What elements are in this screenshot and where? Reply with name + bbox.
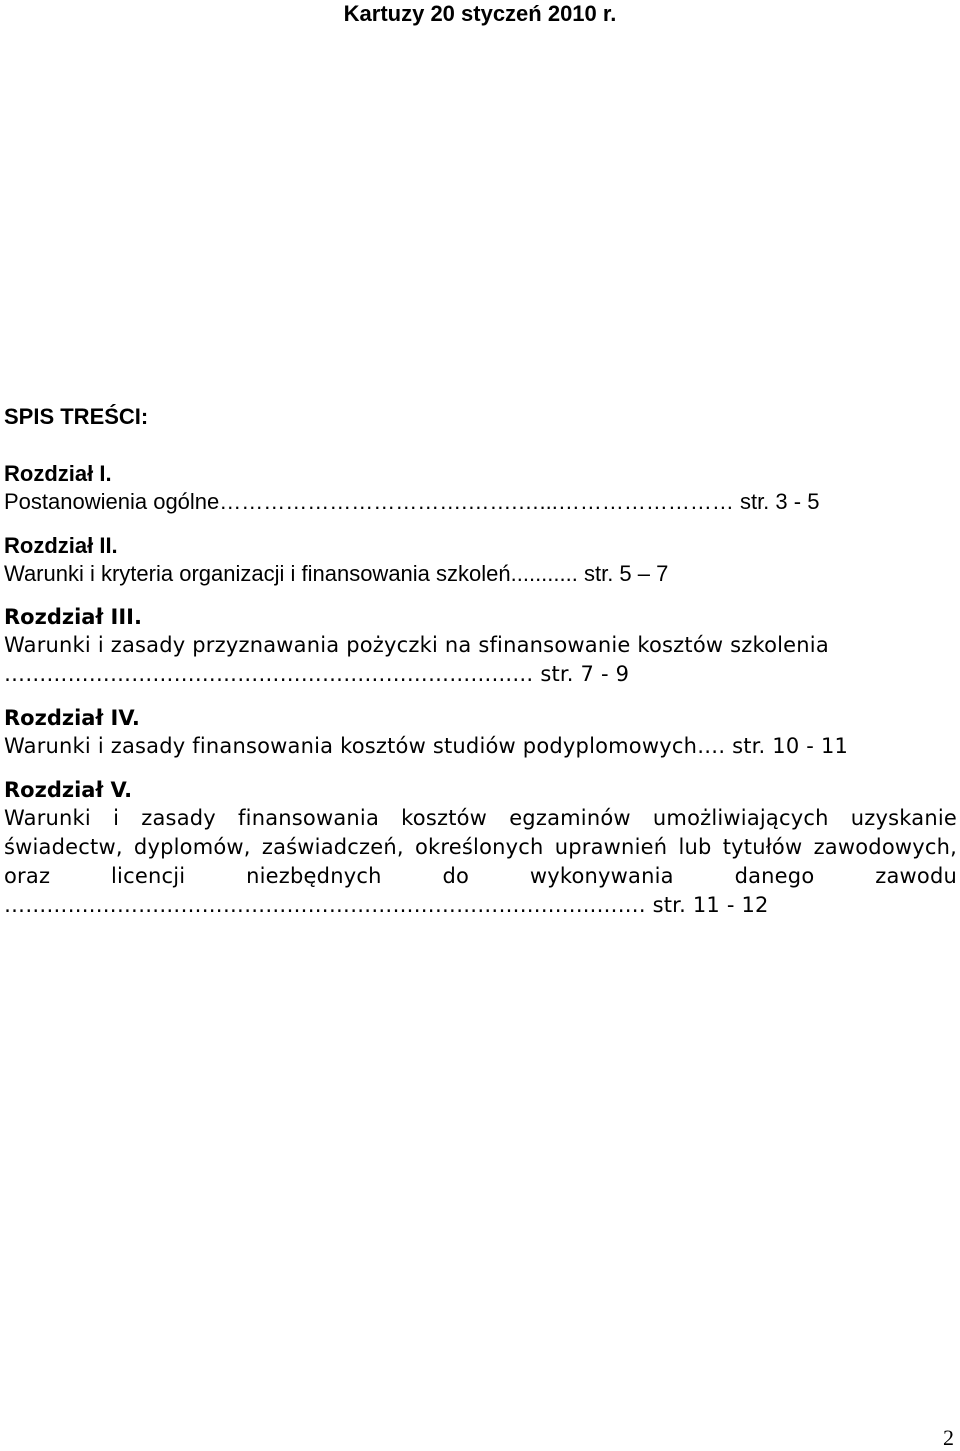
chapter-title-line [4,559,957,588]
chapter-title: Warunki i kryteria organizacji i finansowania szkoleń [4,561,511,586]
dot-leader: ........... [510,561,578,586]
toc-entry [4,532,957,588]
dot-leader: …………………………….…….…...…………………… [219,489,734,514]
chapter-heading: Rozdział I. [4,461,112,486]
chapter-title: Warunki i zasady przyznawania pożyczki na sfinansowanie kosztów szkolenia [4,633,829,657]
page-range: str. 5 – 7 [577,561,669,586]
chapter-title-line [4,631,957,689]
dot-leader: ………….………………………………………………………..…...……. [4,893,646,917]
chapter-title-line [4,487,957,516]
dot-leader: …. [697,734,726,758]
toc-entry [4,777,957,920]
page-number: 2 [943,1425,954,1450]
page-range: str. 7 - 9 [533,662,630,686]
page-range: str. 11 - 12 [645,893,769,917]
place-and-date: Kartuzy 20 styczeń 2010 r. [343,1,617,26]
chapter-heading: Rozdział V. [4,778,133,802]
chapter-title: Postanowienia ogólne [4,489,220,514]
table-of-contents [4,460,957,936]
document-header [0,0,960,28]
toc-title: SPIS TREŚCI: [4,404,149,429]
chapter-heading: Rozdział II. [4,533,118,558]
chapter-title: Warunki i zasady finansowania kosztów egzaminów umożliwiających uzyskanie świadectw, dyplomów, zaświadczeń, określonych uprawnień lub tytułów zawodowych, oraz licencji niezbędnych do wykonywania danego zawodu [4,806,957,888]
dot-leader: ……………………………………………………………...… [4,662,534,686]
chapter-heading: Rozdział III. [4,605,142,629]
chapter-title-line [4,804,957,920]
page-range: str. 10 - 11 [725,734,849,758]
chapter-heading: Rozdział IV. [4,706,140,730]
chapter-title-line [4,732,957,761]
page-range: str. 3 - 5 [733,489,820,514]
toc-entry [4,604,957,689]
toc-entry [4,460,957,516]
chapter-title: Warunki i zasady finansowania kosztów studiów podyplomowych [4,734,698,758]
toc-entry [4,705,957,761]
